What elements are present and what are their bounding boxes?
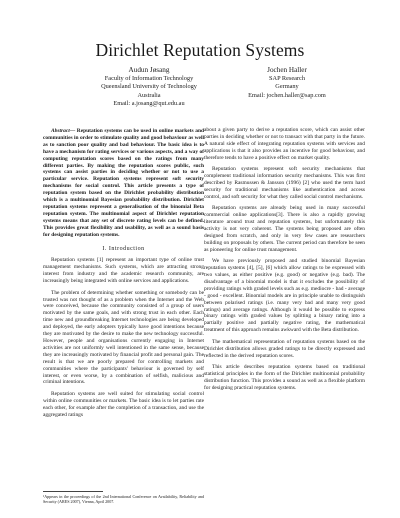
section-heading-introduction: I. Introduction xyxy=(102,245,145,252)
author-affiliation: Faculty of Information Technology xyxy=(104,75,194,83)
body-paragraph: The problem of determining whether something or somebody can be trusted was not thought of as a problem when the Internet and the Web were conceived, because the community consisted of a group of users motivated by the same goals, and with strong trust in each other. Each time new and groundbreaking Internet technologies are being developed and deployed, the early adopters typically have good intentions because they are motivated by the desire to make the new technology successful. However, people and organisations currently engaging in Internet activities are not uniformly well intentioned in the same sense, because they are increasingly motivated by financial profit and personal gain. The result is that we are poorly prepared for controlling markets and communities where the participants' behaviour is governed by self interest, or even worse, by a combination of selfish, malicious and criminal intentions. xyxy=(43,289,204,386)
body-paragraph: Reputation systems represent soft security mechanisms that complement traditional information security mechanisms. This was first described by Rasmussen & Jansson (1996) [2] who used the term hard security for traditional mechanisms like authentication and access control, and soft security for what they called social control mechanisms. xyxy=(204,166,365,200)
body-paragraph: Reputation systems are already being used in many successful commercial online applications[3]. There is also a rapidly growing literature around trust and reputation systems, but unfortunately this activity is not very coherent. The systems being proposed are often designed from scratch, and only in very few cases are researchers building on proposals by others. The current period can therefore be seen as pioneering for online trust management. xyxy=(204,205,365,253)
abstract-text: Reputation systems can be used in online markets and communities in order to stimulate quality and good behaviour as well as to sanction poor quality and bad behaviour. The basic idea is to have a mechanism for rating services or various aspects, and a way of computing reputation scores based on the ratings from many different parties. By making the reputation scores public, such systems can assist parties in deciding whether or not to use a particular service. Reputation systems represent soft security mechanisms for social control. This article presents a type of reputation system based on the Dirichlet probability distribution which is a multinomial Bayesian probability distribution. Dirichlet reputation systems represent a generalisation of the binomial Beta reputation system. The multinomial aspect of Dirichlet reputation systems means that any set of discrete rating levels can be defined. This provides great flexibility and usability, as well as a sound basis for designing reputation systems. xyxy=(43,128,204,238)
body-paragraph: Reputation systems [1] represent an important type of online trust management mechanisms. Such systems, which are attracting strong interest from industry and the academic research community, are increasingly being integrated with online services and applications. xyxy=(43,257,204,285)
author-block-2 xyxy=(232,66,342,100)
body-paragraph: We have previously proposed and studied binomial Bayesian reputation systems [4], [5], [6] which allow ratings to be expressed with two values, as either positive (e.g. good) or negative (e.g. bad). The disadvantage of a binomial model is that it excludes the possibility of providing ratings with graded levels such as e.g. mediocre - bad - average - good - excellent. Binomial models are in principle unable to distinguish between polarised ratings (i.e. many very bad and many very good ratings) and average ratings. Although it would be possible to express binary ratings with graded values by splitting a binary rating into a partially positive and partially negative rating, the mathematical treatment of this approach remains awkward with the Beta distribution. xyxy=(204,258,365,334)
author-block-1 xyxy=(70,66,228,108)
author-name: Audun Jøsang xyxy=(128,66,170,74)
author-name: Jochen Haller xyxy=(267,66,307,74)
author-country: Germany xyxy=(275,83,299,91)
abstract-label: Abstract— xyxy=(51,128,76,134)
footnote-rule xyxy=(43,491,103,492)
body-paragraph: about a given party to derive a reputation score, which can assist other parties in deciding whether or not to transact with that party in the future. A natural side effect of integrating reputation systems with services and applications is that it also provides an incentive for good behaviour, and therefore tends to have a positive effect on market quality. xyxy=(204,127,365,161)
author-country: Australia xyxy=(137,91,161,99)
author-email: Email: a.josang@qut.edu.au xyxy=(113,99,185,107)
author-affiliation: Queensland University of Technology xyxy=(101,83,197,91)
paper-title: Dirichlet Reputation Systems xyxy=(95,40,305,60)
body-paragraph: The mathematical representation of reputation systems based on the Dirichlet distribution allows graded ratings to be directly expressed and reflected in the derived reputation scores. xyxy=(204,338,365,359)
left-column xyxy=(43,128,204,423)
right-column xyxy=(204,127,365,396)
author-email: Email: jochen.haller@sap.com xyxy=(248,91,326,99)
body-paragraph: Reputation systems are well suited for stimulating social control within online communities or markets. The basic idea is to let parties rate each other, for example after the completion of a transaction, and use the aggregated ratings xyxy=(43,390,204,418)
footnote: ¹Appears in the proceedings of the 2nd International Conference on Availability, Reliability and Security (ARES 2007), Vienna, April 2007. xyxy=(43,494,204,505)
abstract xyxy=(43,128,204,239)
body-paragraph: This article describes reputation systems based on traditional statistical principles in the form of the Dirichlet multinomial probability distribution function. This provides a sound as well as a flexible platform for designing practical reputation systems. xyxy=(204,364,365,391)
author-affiliation: SAP Research xyxy=(269,75,305,83)
